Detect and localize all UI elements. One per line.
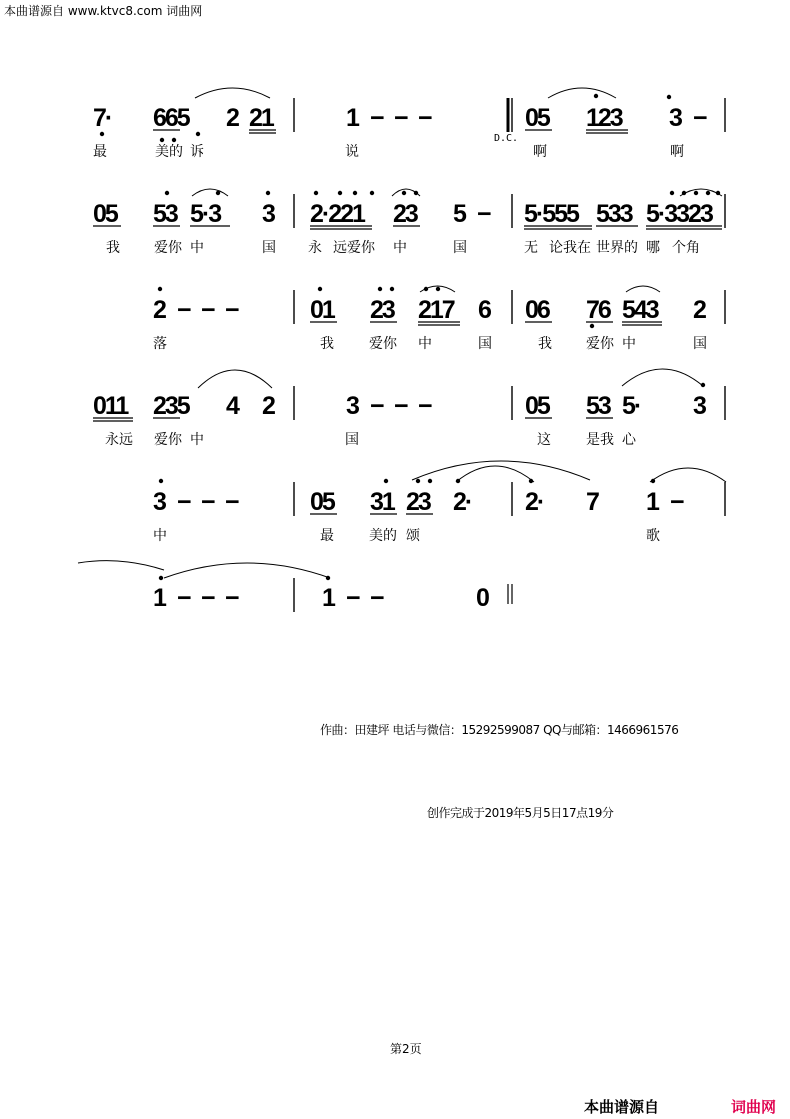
note-group: 53 xyxy=(586,392,610,420)
note-group: 7· xyxy=(93,104,112,132)
note-group: 01 xyxy=(310,296,334,324)
lyric-text: 爱你 xyxy=(369,336,397,352)
note-group: − xyxy=(370,392,383,420)
note-group: 76 xyxy=(586,296,610,324)
lyric-text: 世界的 xyxy=(596,240,638,256)
lyric-text: 美的 xyxy=(155,144,183,160)
note-group: − xyxy=(394,104,407,132)
lyric-text: 诉 xyxy=(190,144,204,160)
octave-dot-below xyxy=(172,138,176,142)
octave-dot xyxy=(318,287,322,291)
lyric-text: 永远 xyxy=(105,432,133,448)
note-group: − xyxy=(693,104,706,132)
note-group: 1 xyxy=(153,584,165,612)
octave-dot xyxy=(266,191,270,195)
slur-arc xyxy=(198,370,272,388)
slur-arc xyxy=(78,561,164,570)
note-group: 6 xyxy=(478,296,490,324)
note-group: − xyxy=(394,392,407,420)
note-group: 53 xyxy=(153,200,177,228)
composer-info: 作曲：田建坪 电话与微信：15292599087 QQ与邮箱：1466961576 xyxy=(320,723,679,737)
lyric-text: 国 xyxy=(345,432,359,448)
slur-arc xyxy=(548,88,616,98)
note-group: 4 xyxy=(226,392,238,420)
note-group: 1 xyxy=(646,488,658,516)
octave-dot xyxy=(384,479,388,483)
slur-arc xyxy=(456,466,534,482)
lyric-text: 美的 xyxy=(369,528,397,544)
note-group: − xyxy=(177,296,190,324)
note-group: 05 xyxy=(525,104,549,132)
octave-dot xyxy=(694,191,698,195)
note-group: 123 xyxy=(586,104,622,132)
note-group: 2· xyxy=(453,488,472,516)
lyric-text: 哪 xyxy=(646,240,660,256)
note-group: − xyxy=(670,488,683,516)
note-group: 31 xyxy=(370,488,394,516)
note-group: 1 xyxy=(322,584,334,612)
octave-dot xyxy=(314,191,318,195)
octave-dot xyxy=(436,287,440,291)
note-group: 05 xyxy=(93,200,117,228)
note-group: 543 xyxy=(622,296,658,324)
octave-dot xyxy=(159,576,163,580)
lyric-text: 中 xyxy=(190,240,204,256)
note-group: 5·3323 xyxy=(646,200,712,228)
dc-mark: D.C. xyxy=(494,133,519,144)
note-group: 0 xyxy=(476,584,488,612)
octave-dot xyxy=(216,191,220,195)
lyric-text: 颂 xyxy=(406,528,420,544)
octave-dot xyxy=(378,287,382,291)
note-group: 2 xyxy=(153,296,165,324)
lyric-text: 爱你 xyxy=(154,432,182,448)
note-group: − xyxy=(177,488,190,516)
lyric-text: 说 xyxy=(345,144,359,160)
note-group: 3 xyxy=(262,200,274,228)
octave-dot xyxy=(670,191,674,195)
octave-dot xyxy=(667,95,671,99)
lyric-text: 歌 xyxy=(646,528,660,544)
octave-dot xyxy=(338,191,342,195)
note-group: − xyxy=(370,104,383,132)
lyric-text: 最 xyxy=(93,144,107,160)
note-group: 23 xyxy=(393,200,417,228)
slur-arc xyxy=(626,286,660,292)
lyric-text: 中 xyxy=(190,432,204,448)
note-group: 3 xyxy=(669,104,681,132)
note-group: 217 xyxy=(418,296,454,324)
note-group: 1 xyxy=(346,104,358,132)
octave-dot xyxy=(414,191,418,195)
lyric-text: 论我在 xyxy=(549,240,591,256)
note-group: 05 xyxy=(525,392,549,420)
note-group: 533 xyxy=(596,200,632,228)
note-group: − xyxy=(177,584,190,612)
note-group: − xyxy=(418,104,431,132)
octave-dot xyxy=(326,576,330,580)
octave-dot xyxy=(165,191,169,195)
footer-source: 本曲谱源自 xyxy=(584,1098,660,1116)
octave-dot xyxy=(428,479,432,483)
octave-dot xyxy=(353,191,357,195)
note-group: − xyxy=(225,296,238,324)
lyric-text: 国 xyxy=(478,336,492,352)
page-header: 本曲谱源自 www.ktvc8.com 词曲网 xyxy=(4,4,203,18)
note-group: − xyxy=(370,584,383,612)
lyric-text: 国 xyxy=(453,240,467,256)
completion-date: 创作完成于2019年5月5日17点19分 xyxy=(427,806,614,820)
lyric-text: 中 xyxy=(418,336,432,352)
octave-dot-below xyxy=(160,138,164,142)
octave-dot xyxy=(682,191,686,195)
note-group: 3 xyxy=(153,488,165,516)
note-group: − xyxy=(477,200,490,228)
lyric-text: 个角 xyxy=(672,240,700,256)
octave-dot xyxy=(701,383,705,387)
lyric-text: 国 xyxy=(693,336,707,352)
octave-dot xyxy=(424,287,428,291)
note-group: 2· xyxy=(525,488,544,516)
slur-arc xyxy=(164,563,330,578)
note-group: 2 xyxy=(693,296,705,324)
lyric-text: 啊 xyxy=(533,144,547,160)
note-group: 7 xyxy=(586,488,598,516)
note-group: 3 xyxy=(693,392,705,420)
octave-dot xyxy=(529,479,533,483)
note-group: − xyxy=(418,392,431,420)
slur-arc xyxy=(650,468,726,482)
slur-arc xyxy=(195,88,270,98)
lyric-text: 我 xyxy=(106,240,120,256)
note-group: 06 xyxy=(525,296,549,324)
note-group: 2·221 xyxy=(310,200,364,228)
lyric-text: 中 xyxy=(622,336,636,352)
note-group: 23 xyxy=(370,296,394,324)
octave-dot xyxy=(159,479,163,483)
octave-dot xyxy=(390,287,394,291)
lyric-text: 啊 xyxy=(670,144,684,160)
note-group: 5· xyxy=(622,392,641,420)
octave-dot xyxy=(594,94,598,98)
octave-dot xyxy=(716,191,720,195)
note-group: 3 xyxy=(346,392,358,420)
note-group: − xyxy=(225,488,238,516)
lyric-text: 最 xyxy=(320,528,334,544)
note-group: − xyxy=(201,296,214,324)
note-group: 2 xyxy=(262,392,274,420)
octave-dot xyxy=(456,479,460,483)
note-group: 011 xyxy=(93,392,128,420)
octave-dot-below xyxy=(590,324,594,328)
slur-arc xyxy=(412,461,590,480)
slur-arc xyxy=(622,369,703,386)
octave-dot xyxy=(706,191,710,195)
octave-dot xyxy=(651,479,655,483)
octave-dot xyxy=(402,191,406,195)
note-group: 5 xyxy=(453,200,465,228)
lyric-text: 落 xyxy=(153,336,167,352)
lyric-text: 远爱你 xyxy=(333,240,375,256)
octave-dot xyxy=(158,287,162,291)
note-group: 5·3 xyxy=(190,200,221,228)
note-group: − xyxy=(201,488,214,516)
octave-dot xyxy=(370,191,374,195)
lyric-text: 我 xyxy=(320,336,334,352)
footer-site-logo: 词曲网 xyxy=(731,1098,777,1116)
note-group: 21 xyxy=(249,104,273,132)
lyric-text: 中 xyxy=(153,528,167,544)
lyric-text: 这 xyxy=(537,432,551,448)
lyric-text: 爱你 xyxy=(586,336,614,352)
octave-dot-below xyxy=(196,132,200,136)
lyric-text: 国 xyxy=(262,240,276,256)
lyric-text: 无 xyxy=(524,240,538,256)
lyric-text: 是我 xyxy=(586,432,614,448)
lyric-text: 心 xyxy=(622,432,636,448)
note-group: − xyxy=(225,584,238,612)
note-group: 5·555 xyxy=(524,200,578,228)
note-group: 665 xyxy=(153,104,189,132)
lyric-text: 永 xyxy=(308,240,322,256)
octave-dot xyxy=(416,479,420,483)
note-group: 05 xyxy=(310,488,334,516)
slur-arc xyxy=(680,189,722,196)
lyric-text: 中 xyxy=(393,240,407,256)
octave-dot-below xyxy=(100,132,104,136)
page-number: 第2页 xyxy=(390,1042,422,1056)
lyric-text: 爱你 xyxy=(154,240,182,256)
note-group: 235 xyxy=(153,392,189,420)
note-group: 2 xyxy=(226,104,238,132)
note-group: 23 xyxy=(406,488,430,516)
note-group: − xyxy=(201,584,214,612)
slur-arc xyxy=(192,189,228,196)
note-group: − xyxy=(346,584,359,612)
lyric-text: 我 xyxy=(538,336,552,352)
